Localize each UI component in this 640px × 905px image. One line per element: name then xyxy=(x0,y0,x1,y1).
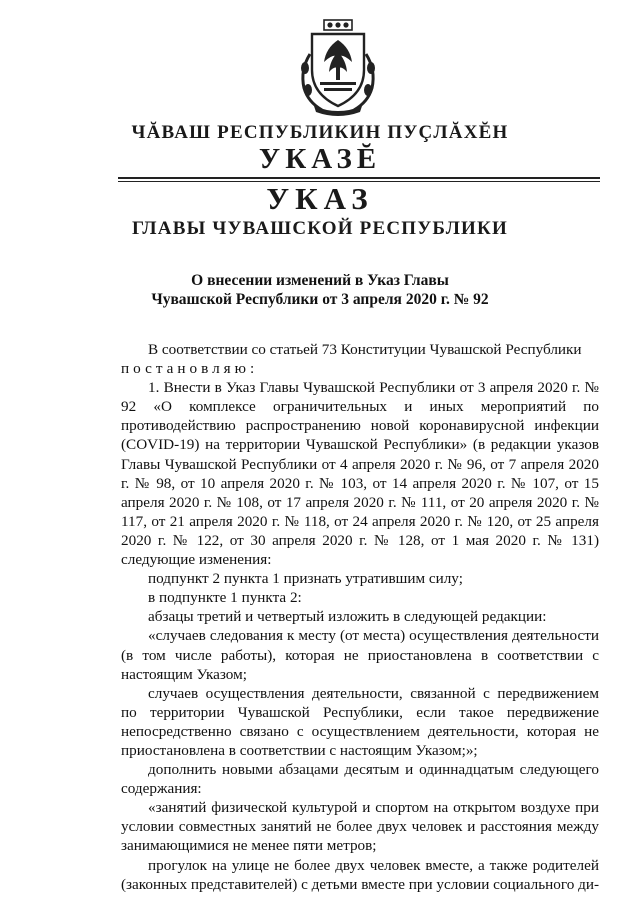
russian-header-ukaz: УКАЗ xyxy=(266,181,374,216)
chuvash-header-ukaze: УКАЗĔ xyxy=(258,143,382,175)
document-title-line-2: Чувашской Республики от 3 апреля 2020 г. № 92 xyxy=(151,291,489,308)
chuvash-header-line: ЧĂВАШ РЕСПУБЛИКИН ПУÇЛĂХĔН xyxy=(131,122,509,143)
header-divider xyxy=(118,177,600,179)
paragraph-subitem-1-intro: в подпункте 1 пункта 2: xyxy=(148,589,302,607)
paragraph-quote-4: прогулок на улице не более двух человек вместе, а также родителей (законных представителей) с детьми вместе при условии социального ди- xyxy=(121,856,600,893)
document-title-line-1: О внесении изменений в Указ Главы xyxy=(191,272,449,289)
paragraph-quote-1: «случаев следования к месту (от места) осуществления деятельности (в том числе работы), которая не приостановлена в соответствии с настоящим Указом; xyxy=(121,627,599,683)
document-title xyxy=(0,271,640,309)
russian-header-line: ГЛАВЫ ЧУВАШСКОЙ РЕСПУБЛИКИ xyxy=(132,218,508,239)
paragraph-quote-2: случаев осуществления деятельности, связанной с передвижением по территории Чувашской Республики, если такое передвижение непосредственно связано с осуществлением деятельности, которая не приостановлена в соответствии с настоящим Указом;»; xyxy=(121,684,599,759)
paragraph-quote-3: «занятий физической культурой и спортом на открытом воздухе при условии совместных занятий не более двух человек и расстояния между занимающимися не менее пяти метров; xyxy=(121,799,599,855)
paragraph-resolution-word: постановляю: xyxy=(121,360,259,378)
paragraph-item-1: 1. Внести в Указ Главы Чувашской Республики от 3 апреля 2020 г. № 92 «О комплексе ограничительных и иных мероприятий по противодействию распространению новой коронавирусной инфекции (COVID-19) на территории Чувашской Республики» (в редакции указов Главы Чувашской Республики от 4 апреля 2020 г. № 96, от 7 апреля 2020 г. № 98, от 10 апреля 2020 г. № 103, от 14 апреля 2020 г. № 107, от 15 апреля 2020 г. № 108, от 17 апреля 2020 г. № 111, от 20 апреля 2020 г. № 117, от 21 апреля 2020 г. № 118, от 24 апреля 2020 г. № 120, от 25 апреля 2020 г. № 122, от 30 апреля 2020 г. № 128, от 1 мая 2020 г. № 131) следующие изменения: xyxy=(121,379,599,569)
document-body xyxy=(121,340,599,894)
paragraph-preamble: В соответствии со статьей 73 Конституции Чувашской Республики xyxy=(148,341,582,358)
paragraph-subitem-2: подпункт 2 пункта 1 признать утратившим силу; xyxy=(148,570,463,588)
paragraph-amendment-intro: абзацы третий и четвертый изложить в следующей редакции: xyxy=(148,608,547,626)
paragraph-addition-intro: дополнить новыми абзацами десятым и одиннадцатым следующего содержания: xyxy=(121,761,599,798)
coat-of-arms-emblem xyxy=(296,18,380,116)
